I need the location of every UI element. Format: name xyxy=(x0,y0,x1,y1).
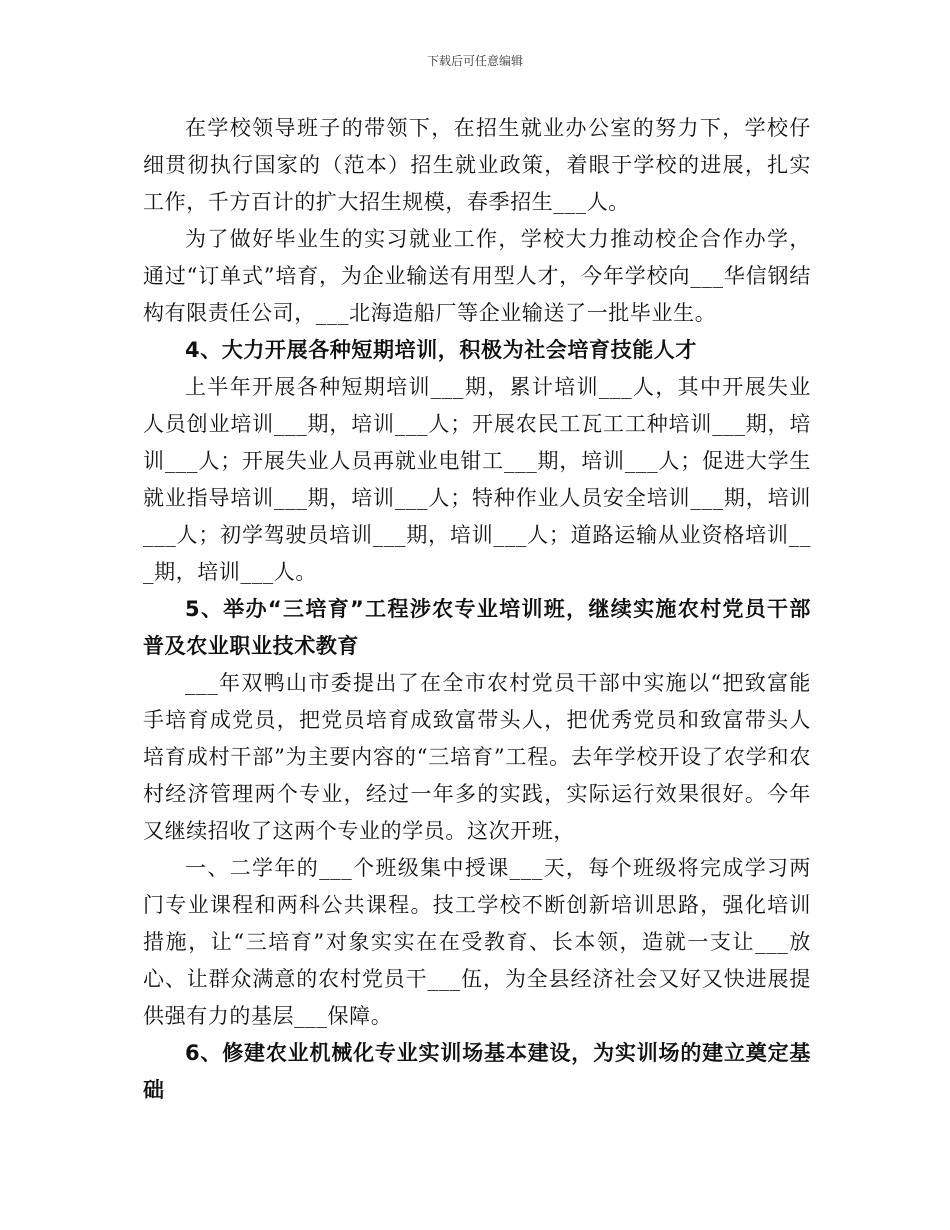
paragraph-internship: 为了做好毕业生的实习就业工作，学校大力推动校企合作办学，通过“订单式”培育，为企业输送有用型人才，今年学校向___华信钢结构有限责任公司，___北海造船厂等企业输送了一批毕业生。 xyxy=(143,227,811,325)
section-heading-4: 4、大力开展各种短期培训，积极为社会培育技能人才 xyxy=(185,338,698,362)
document-body xyxy=(143,110,811,1109)
section-heading-6: 6、修建农业机械化专业实训场基本建设，为实训场的建立奠定基础 xyxy=(143,1041,811,1102)
paragraph-three-cultivation: ___年双鸭山市委提出了在全市农村党员干部中实施以“把致富能手培育成党员，把党员培育成致富带头人，把优秀党员和致富带头人培育成村干部”为主要内容的“三培育”工程。去年学校开设了农学和农村经济管理两个专业，经过一年多的实践，实际运行效果很好。今年又继续招收了这两个专业的学员。这次开班， xyxy=(143,671,811,843)
paragraph-enrollment: 在学校领导班子的带领下，在招生就业办公室的努力下，学校仔细贯彻执行国家的（范本）招生就业政策，着眼于学校的进展，扎实工作，千方百计的扩大招生规模，春季招生___人。 xyxy=(143,116,811,214)
paragraph-class-teaching: 一、二学年的___个班级集中授课___天，每个班级将完成学习两门专业课程和两科公共课程。技工学校不断创新培训思路，强化培训措施，让“三培育”对象实实在在受教育、长本领，造就一支让___放心、让群众满意的农村党员干___伍，为全县经济社会又好又快进展提供强有力的基层___保障。 xyxy=(143,856,811,1028)
page-header: 下载后可任意编辑 xyxy=(426,54,523,68)
paragraph-short-training: 上半年开展各种短期培训___期，累计培训___人，其中开展失业人员创业培训___期，培训___人；开展农民工瓦工工种培训___期，培训___人；开展失业人员再就业电钳工___期，培训___人；促进大学生就业指导培训___期，培训___人；特种作业人员安全培训___期，培训___人；初学驾驶员培训___期，培训___人；道路运输从业资格培训___期，培训___人。 xyxy=(143,375,811,584)
section-heading-5: 5、举办“三培育”工程涉农专业培训班，继续实施农村党员干部普及农业职业技术教育 xyxy=(143,597,811,658)
